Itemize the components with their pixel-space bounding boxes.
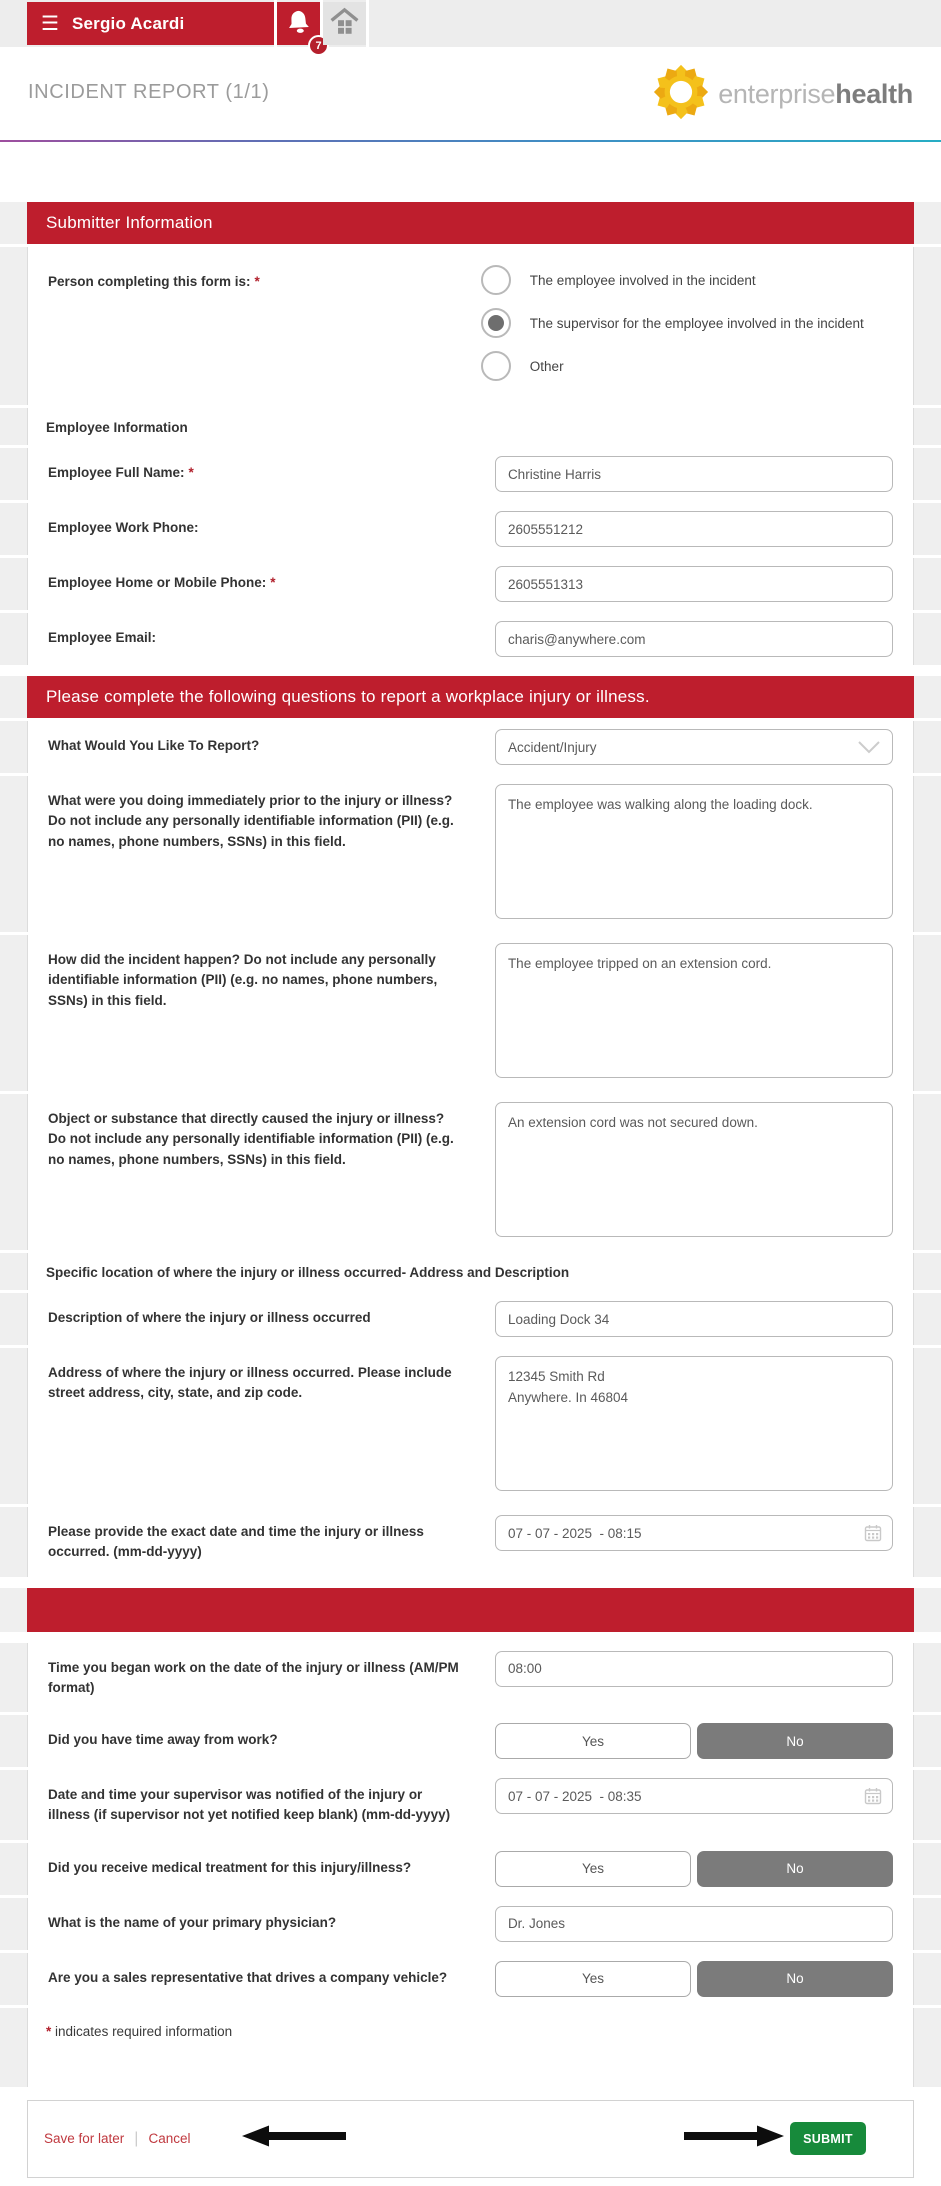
- occurred-datetime-label: Please provide the exact date and time the injury or illness occurred. (mm-dd-yyyy): [48, 1524, 424, 1560]
- bell-icon: [285, 8, 312, 40]
- page-header: [0, 47, 941, 140]
- work-phone-row: [27, 503, 914, 555]
- home-phone-input[interactable]: [495, 566, 893, 602]
- sales-rep-no-button[interactable]: No: [697, 1961, 893, 1997]
- submit-button[interactable]: SUBMIT: [790, 2122, 866, 2155]
- physician-input[interactable]: [495, 1906, 893, 1942]
- how-happened-label: How did the incident happen? Do not include any personally identifiable information (PII) (e.g. no names, phone numbers, SSNs) in this field.: [48, 952, 438, 1008]
- spacer: [0, 1580, 941, 1588]
- prior-activity-row: [27, 776, 914, 932]
- user-menu-button[interactable]: [27, 2, 274, 45]
- radio-option-other[interactable]: Other: [481, 351, 893, 381]
- sales-rep-row: [27, 1953, 914, 2005]
- time-away-yes-button[interactable]: Yes: [495, 1723, 691, 1759]
- home-icon: [329, 6, 360, 42]
- spacer: [0, 668, 941, 676]
- person-completing-row: [27, 247, 914, 405]
- time-away-no-button[interactable]: No: [697, 1723, 893, 1759]
- section-submitter-header: Submitter Information: [27, 202, 914, 244]
- annotation-arrow-right: [684, 2123, 784, 2154]
- full-name-input[interactable]: [495, 456, 893, 492]
- home-phone-row: [27, 558, 914, 610]
- calendar-icon[interactable]: [864, 1524, 882, 1547]
- radio-icon[interactable]: [481, 308, 511, 338]
- user-name: Sergio Acardi: [71, 13, 185, 33]
- brand-logo: [652, 63, 913, 126]
- sales-rep-label: Are you a sales representative that drives a company vehicle?: [48, 1969, 448, 1985]
- brand-name: enterprisehealth: [718, 79, 913, 109]
- location-address-label: Address of where the injury or illness occurred. Please include street address, city, state, and zip code.: [48, 1365, 452, 1401]
- location-address-textarea[interactable]: [495, 1356, 893, 1491]
- physician-label: What is the name of your primary physician?: [48, 1914, 337, 1930]
- location-heading: Specific location of where the injury or illness occurred- Address and Description: [27, 1253, 914, 1290]
- radio-icon[interactable]: [481, 265, 511, 295]
- required-note: * indicates required information: [27, 2008, 914, 2087]
- began-work-time-row: [27, 1643, 914, 1713]
- location-description-label: Description of where the injury or illness occurred: [48, 1310, 371, 1325]
- calendar-icon[interactable]: [864, 1787, 882, 1810]
- home-button[interactable]: [323, 2, 366, 45]
- location-description-row: [27, 1293, 914, 1345]
- chevron-down-icon[interactable]: [857, 740, 881, 759]
- divider: [366, 0, 369, 47]
- how-happened-row: [27, 935, 914, 1091]
- report-type-label: What Would You Like To Report?: [48, 738, 260, 753]
- report-type-row: [27, 721, 914, 773]
- radio-option-supervisor[interactable]: The supervisor for the employee involved in the incident: [481, 308, 893, 338]
- medical-treatment-label: Did you receive medical treatment for this injury/illness?: [48, 1859, 412, 1875]
- began-work-time-input[interactable]: [495, 1651, 893, 1687]
- medical-treatment-yes-button[interactable]: Yes: [495, 1851, 691, 1887]
- how-happened-textarea[interactable]: [495, 943, 893, 1078]
- time-away-label: Did you have time away from work?: [48, 1732, 278, 1747]
- cancel-link[interactable]: Cancel: [148, 2131, 191, 2146]
- report-type-select[interactable]: Accident/Injury: [495, 729, 893, 765]
- person-completing-label: Person completing this form is: *: [48, 274, 260, 289]
- sunflower-logo-icon: [652, 63, 710, 126]
- spacer: [0, 1635, 941, 1643]
- supervisor-notified-label: Date and time your supervisor was notified of the injury or illness (if supervisor not yet notified keep blank) (mm-dd-yyyy): [48, 1787, 451, 1823]
- divider: |: [134, 2129, 139, 2147]
- spacer: [0, 142, 941, 202]
- email-input[interactable]: [495, 621, 893, 657]
- section-divider-bar: [27, 1588, 914, 1632]
- hamburger-icon: ☰: [41, 12, 59, 35]
- email-label: Employee Email:: [48, 630, 157, 645]
- medical-treatment-no-button[interactable]: No: [697, 1851, 893, 1887]
- location-address-row: [27, 1348, 914, 1504]
- save-for-later-link[interactable]: Save for later: [44, 2131, 125, 2146]
- radio-option-employee[interactable]: The employee involved in the incident: [481, 265, 893, 295]
- supervisor-notified-row: [27, 1770, 914, 1840]
- work-phone-input[interactable]: [495, 511, 893, 547]
- home-phone-label: Employee Home or Mobile Phone: *: [48, 575, 276, 590]
- location-description-input[interactable]: [495, 1301, 893, 1337]
- page-title: INCIDENT REPORT (1/1): [28, 81, 270, 103]
- object-substance-textarea[interactable]: [495, 1102, 893, 1237]
- section-questions-header: Please complete the following questions to report a workplace injury or illness.: [27, 676, 914, 718]
- began-work-time-label: Time you began work on the date of the injury or illness (AM/PM format): [48, 1659, 459, 1695]
- object-substance-label: Object or substance that directly caused the injury or illness? Do not include any personally identifiable information (PII) (e.g. no names, phone numbers, SSNs) in this field.: [48, 1111, 454, 1167]
- annotation-arrow-left: [242, 2123, 346, 2154]
- radio-icon[interactable]: [481, 351, 511, 381]
- prior-activity-textarea[interactable]: [495, 784, 893, 919]
- email-row: [27, 613, 914, 665]
- employee-information-heading: Employee Information: [27, 408, 914, 445]
- top-bar: [0, 0, 941, 52]
- occurred-datetime-input[interactable]: [495, 1515, 893, 1551]
- work-phone-label: Employee Work Phone:: [48, 520, 199, 535]
- supervisor-notified-input[interactable]: [495, 1778, 893, 1814]
- time-away-row: [27, 1715, 914, 1767]
- notification-badge: 7: [308, 35, 329, 56]
- object-substance-row: [27, 1094, 914, 1250]
- notifications-button[interactable]: [277, 2, 322, 52]
- full-name-row: [27, 448, 914, 500]
- footer-bar: [27, 2100, 914, 2178]
- medical-treatment-row: [27, 1843, 914, 1895]
- spacer: [0, 2090, 941, 2100]
- full-name-label: Employee Full Name: *: [48, 465, 194, 480]
- occurred-datetime-row: [27, 1507, 914, 1577]
- prior-activity-label: What were you doing immediately prior to the injury or illness? Do not include any personally identifiable information (PII) (e.g. no names, phone numbers, SSNs) in this field.: [48, 793, 454, 849]
- physician-row: [27, 1898, 914, 1950]
- sales-rep-yes-button[interactable]: Yes: [495, 1961, 691, 1997]
